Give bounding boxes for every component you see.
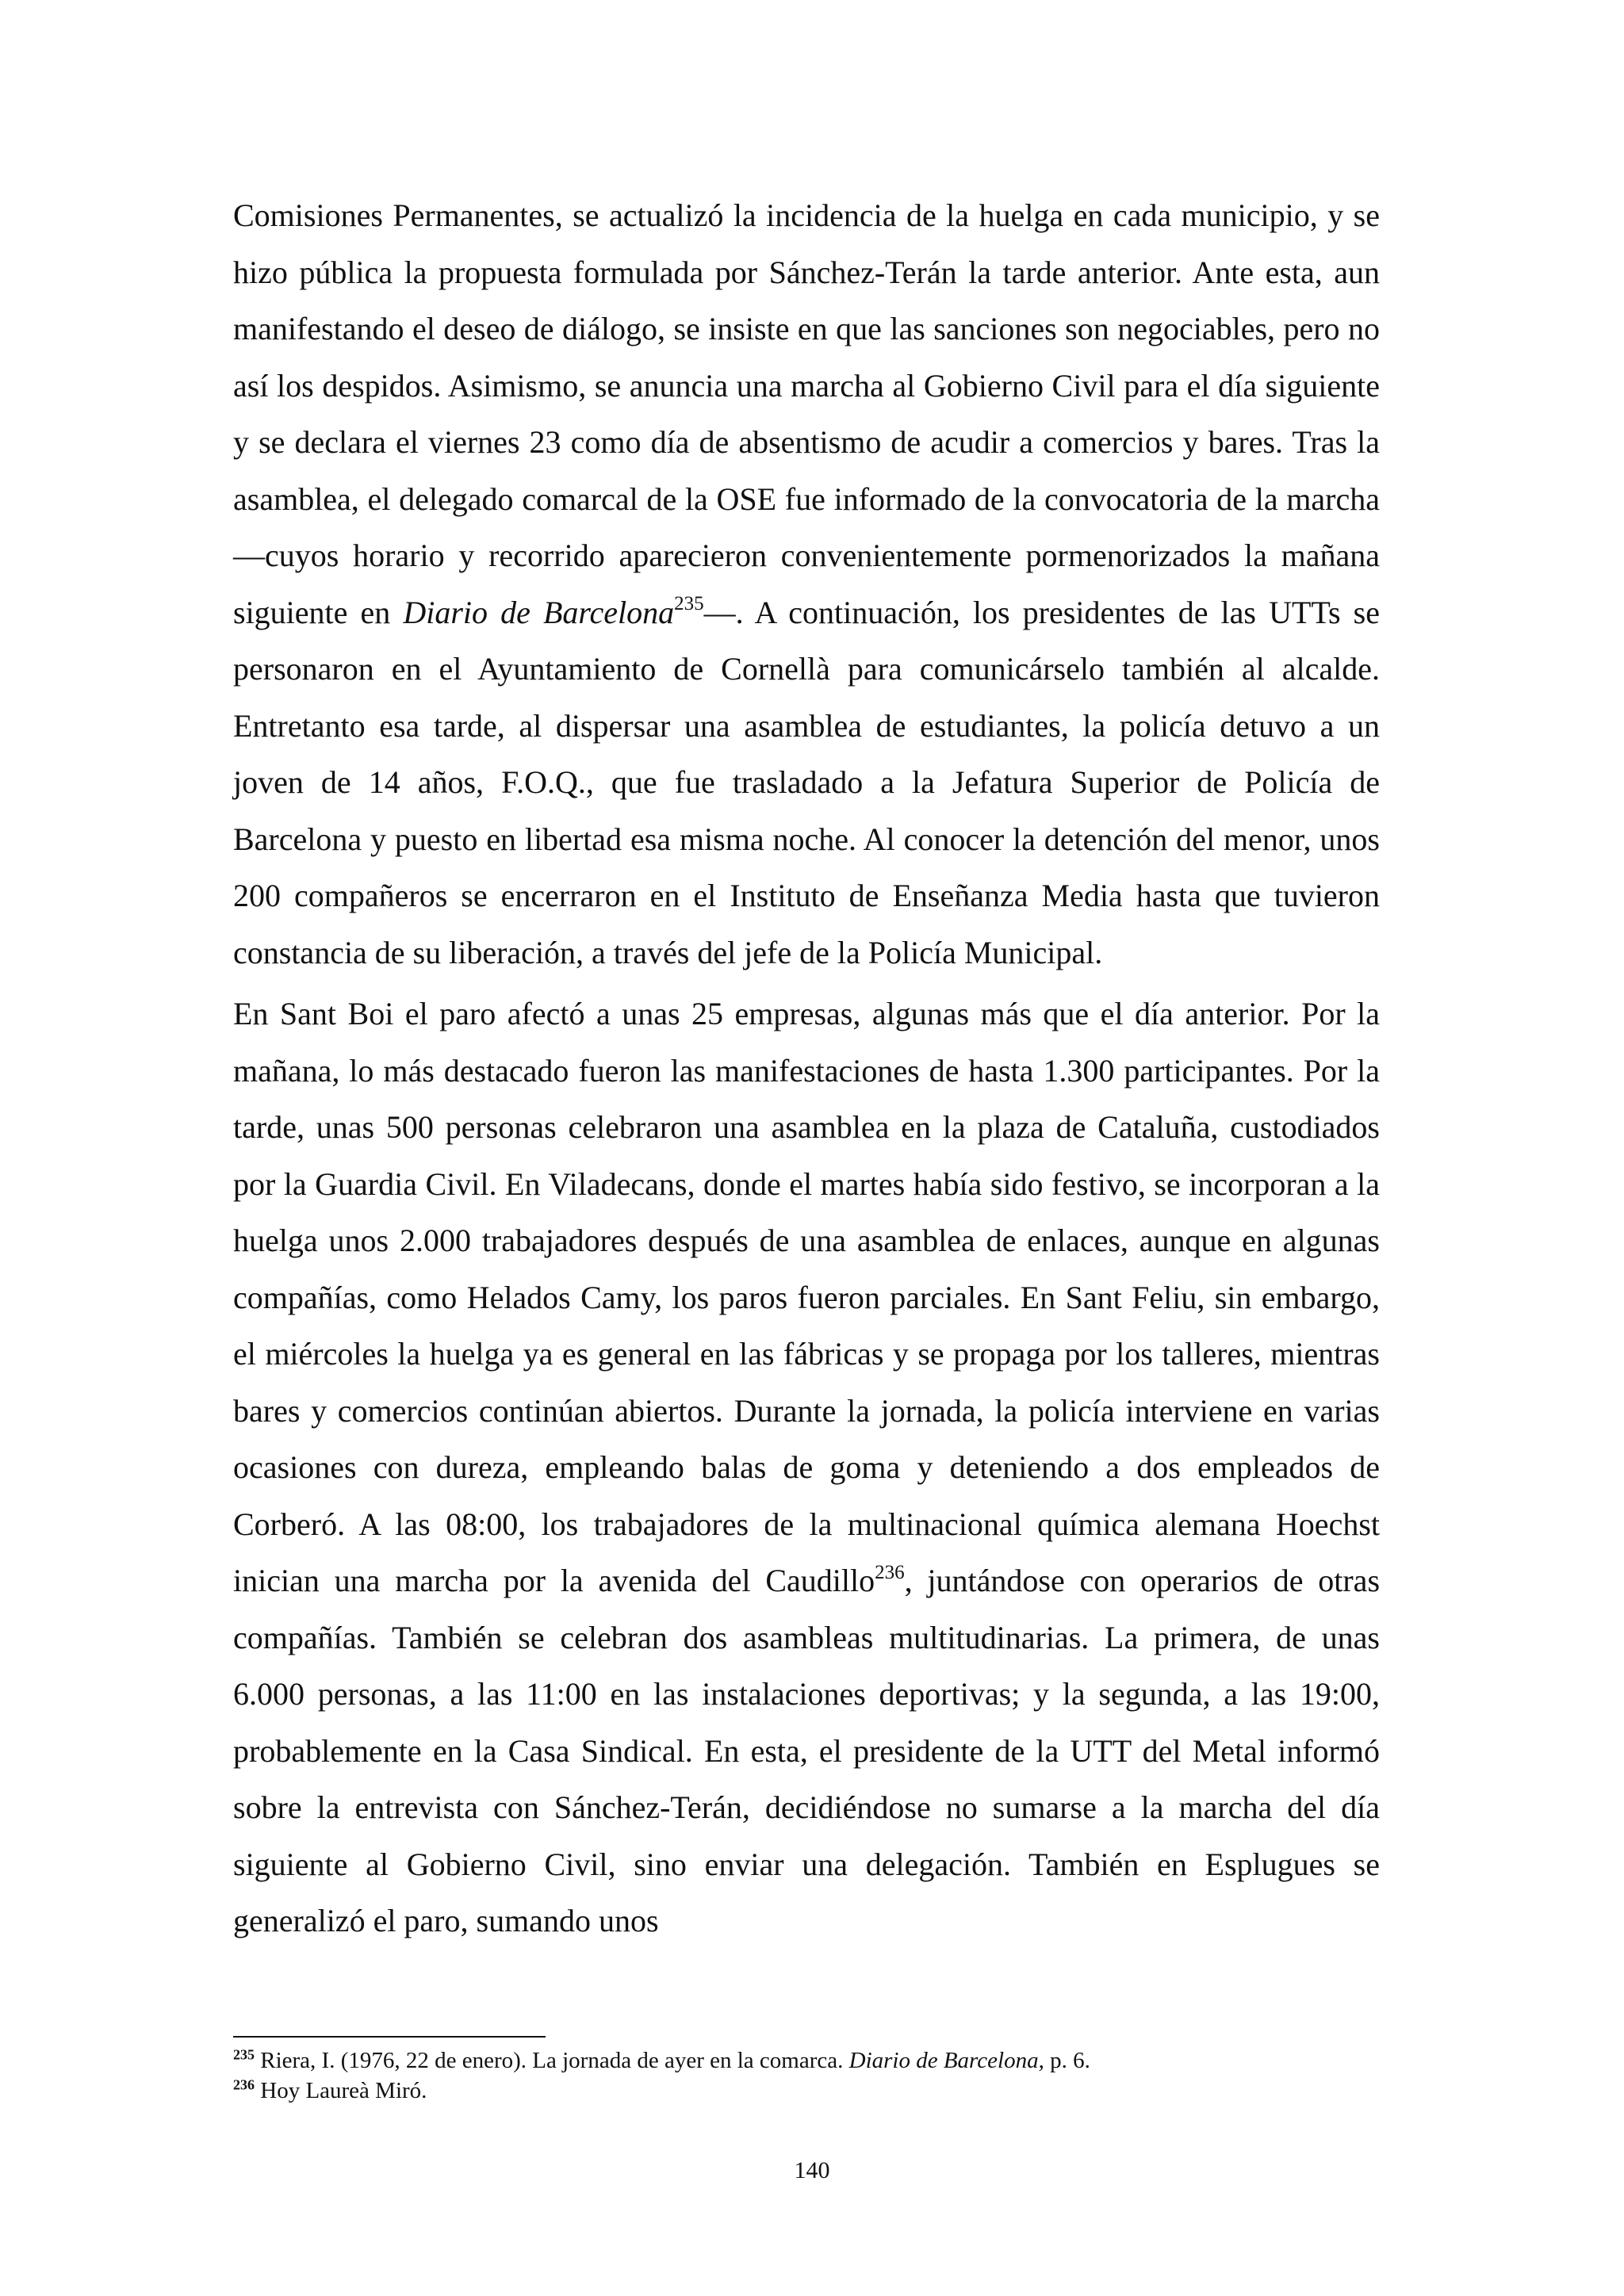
paragraph-2	[233, 985, 1380, 1950]
body-text	[233, 187, 1380, 1950]
footnote-number: 236	[233, 2076, 255, 2093]
footnote-text-end: p. 6.	[1044, 2048, 1090, 2073]
footnote-text: Hoy Laureà Miró.	[260, 2078, 427, 2103]
footnotes	[233, 2045, 1380, 2106]
paragraph-2-text: En Sant Boi el paro afectó a unas 25 empresas, algunas más que el día anterior. Por la mañana, lo más destacado fueron las manifestaciones de hasta 1.300 participantes. Por la tarde, unas 500 personas celebraron una asamblea en la plaza de Cataluña, custodiados por la Guardia Civil. En Viladecans, donde el martes había sido festivo, se incorporan a la huelga unos 2.000 trabajadores después de una asamblea de enlaces, aunque en algunas compañías, como Helados Camy, los paros fueron parciales. En Sant Feliu, sin embargo, el miércoles la huelga ya es general en las fábricas y se propaga por los talleres, mientras bares y comercios continúan abiertos. Durante la jornada, la policía interviene en varias ocasiones con dureza, empleando balas de goma y deteniendo a dos empleados de Corberó. A las 08:00, los trabajadores de la multinacional química alemana Hoechst inician una marcha por la avenida del Caudillo	[233, 996, 1380, 1598]
footnote-235	[233, 2045, 1380, 2076]
footnote-ref-235[interactable]: 235	[674, 593, 704, 615]
newspaper-title: Diario de Barcelona	[403, 594, 675, 630]
footnote-newspaper-title: Diario de Barcelona,	[848, 2048, 1044, 2073]
paragraph-1-text-cont: —. A continuación, los presidentes de las UTTs se personaron en el Ayuntamiento de Cornellà para comunicárselo también al alcalde. Entretanto esa tarde, al dispersar una asamblea de estudiantes, la policía detuvo a un joven de 14 años, F.O.Q., que fue trasladado a la Jefatura Superior de Policía de Barcelona y puesto en libertad esa misma noche. Al conocer la detención del menor, unos 200 compañeros se encerraron en el Instituto de Enseñanza Media hasta que tuvieron constancia de su liberación, a través del jefe de la Policía Municipal.	[233, 594, 1381, 970]
footnote-ref-236[interactable]: 236	[875, 1561, 905, 1583]
paragraph-1	[233, 187, 1380, 981]
footnote-236	[233, 2076, 1380, 2106]
paragraph-1-text: Comisiones Permanentes, se actualizó la incidencia de la huelga en cada municipio, y se hizo pública la propuesta formulada por Sánchez-Terán la tarde anterior. Ante esta, aun manifestando el deseo de diálogo, se insiste en que las sanciones son negociables, pero no así los despidos. Asimismo, se anuncia una marcha al Gobierno Civil para el día siguiente y se declara el viernes 23 como día de absentismo de acudir a comercios y bares. Tras la asamblea, el delegado comarcal de la OSE fue informado de la convocatoria de la marcha —cuyos horario y recorrido aparecieron convenientemente pormenorizados la mañana siguiente en	[233, 197, 1380, 630]
paragraph-2-text-cont: , juntándose con operarios de otras compañías. También se celebran dos asambleas multitudinarias. La primera, de unas 6.000 personas, a las 11:00 en las instalaciones deportivas; y la segunda, a las 19:00, probablemente en la Casa Sindical. En esta, el presidente de la UTT del Metal informó sobre la entrevista con Sánchez-Terán, decidiéndose no sumarse a la marcha del día siguiente al Gobierno Civil, sino enviar una delegación. También en Esplugues se generalizó el paro, sumando unos	[233, 1563, 1381, 1938]
footnote-number: 235	[233, 2046, 255, 2063]
page-number: 140	[794, 2157, 830, 2183]
footnote-text: Riera, I. (1976, 22 de enero). La jornada de ayer en la comarca.	[260, 2048, 849, 2073]
footnote-separator	[233, 2036, 546, 2038]
